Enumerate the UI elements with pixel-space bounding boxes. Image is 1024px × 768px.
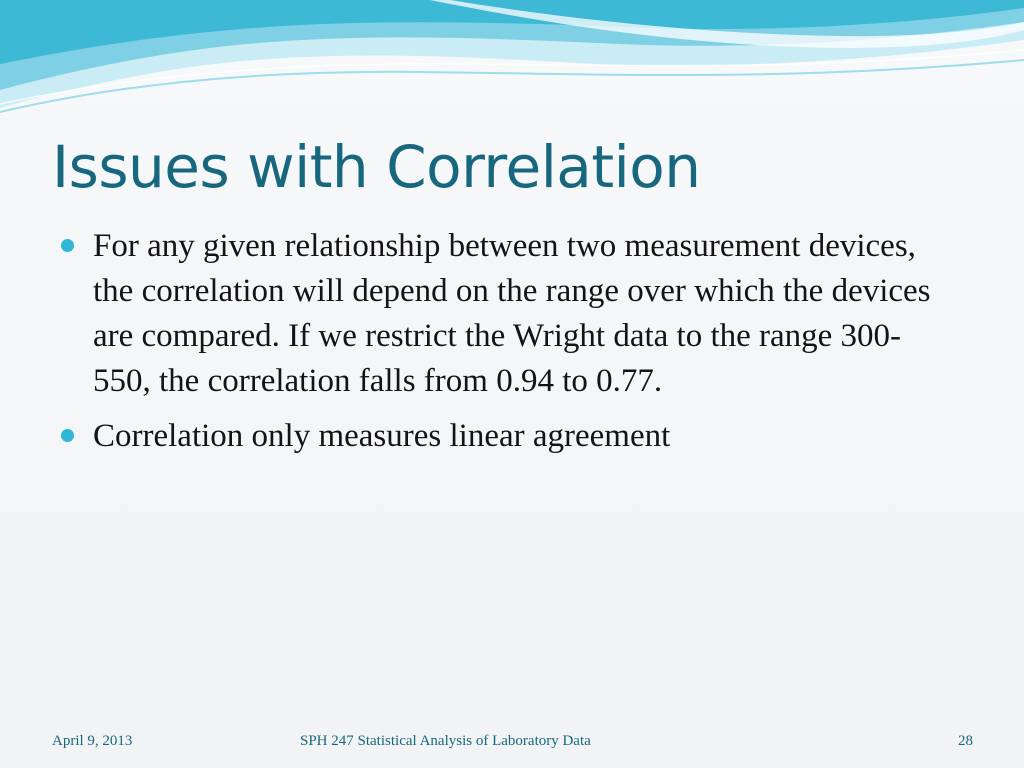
bullet-item: [58, 224, 958, 404]
bullet-dot-icon: [61, 239, 74, 252]
bullet-text: For any given relationship between two measurement devices, the correlation will depend on the range over which the devices are compared. If we restrict the Wright data to the range 300-550, the correlation falls from 0.94 to 0.77.: [93, 228, 931, 399]
footer-course-title: SPH 247 Statistical Analysis of Laboratory Data: [300, 733, 591, 749]
bullet-text: Correlation only measures linear agreement: [93, 418, 671, 454]
footer-page-number: 28: [958, 733, 973, 749]
bullet-dot-icon: [61, 429, 74, 442]
slide-title: Issues with Correlation: [52, 133, 701, 201]
bullet-list: [58, 224, 958, 469]
bullet-item: [58, 414, 958, 459]
footer-date: April 9, 2013: [52, 733, 133, 749]
header-wave-decoration: [0, 0, 1024, 130]
